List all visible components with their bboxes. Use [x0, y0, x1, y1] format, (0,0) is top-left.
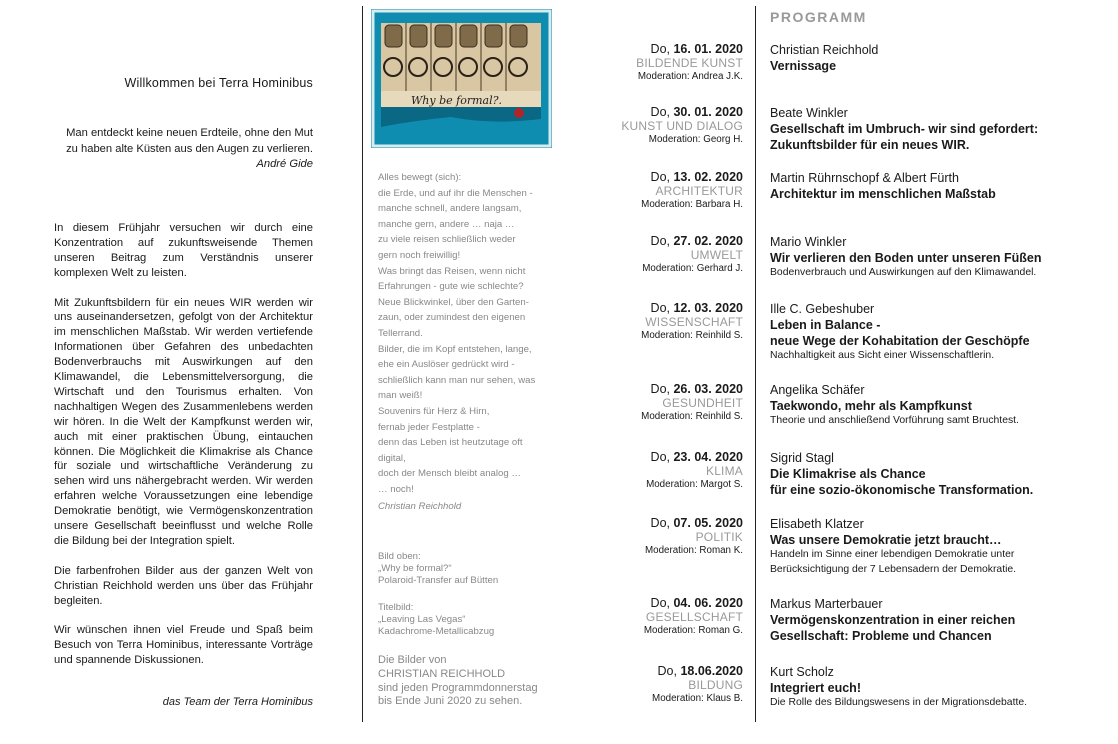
caption-line: „Why be formal?“ — [378, 563, 452, 575]
event-speaker: Markus Marterbauer — [770, 597, 883, 611]
event-speaker: Kurt Scholz — [770, 665, 834, 679]
event-description: Theorie und anschließend Vorführung samt Bruchtest. — [770, 415, 1019, 426]
event-details — [770, 516, 1090, 577]
event-category: BILDUNG — [688, 678, 743, 692]
event-details — [770, 664, 1090, 711]
event-details — [770, 382, 1090, 429]
event-category: GESUNDHEIT — [662, 396, 743, 410]
event-title: Architektur im menschlichen Maßstab — [770, 187, 996, 201]
event-title: Wir verlieren den Boden unter unseren Füßen — [770, 251, 1042, 265]
event-date-line — [560, 450, 743, 465]
poem-line: Alles bewegt (sich): — [378, 172, 462, 183]
event-description: Bodenverbrauch und Auswirkungen auf den Klimawandel. — [770, 267, 1037, 278]
event-details — [770, 450, 1090, 498]
poem-line: schließlich kann man nur sehen, was — [378, 374, 536, 386]
event-moderation: Moderation: Reinhild S. — [641, 411, 743, 422]
event-weekday: Do, — [650, 105, 670, 119]
event-weekday: Do, — [650, 234, 670, 248]
event-date-line — [560, 301, 743, 316]
event-speaker: Beate Winkler — [770, 106, 848, 120]
event-date: 27. 02. 2020 — [673, 234, 743, 248]
event-category: POLITIK — [695, 530, 743, 544]
event-weekday: Do, — [650, 301, 670, 315]
artwork-inscription: Why be formal?. — [411, 94, 503, 107]
caption-line: Kadachrome-Metallicabzug — [378, 626, 495, 638]
event-meta — [560, 105, 743, 147]
intro-paragraph: Mit Zukunftsbildern für ein neues WIR werden wir uns auseinandersetzen, gefolgt von der Architektur im menschlichen Maßstab. Wir werden vertiefende Informationen über Gefahren des unbedachten Bodenverbrauchs mit Auswirkungen auf den Klimawandel, die Lebensmittelversorgung, die Wirtschaft und den Tourismus erhalten. Von nachhaltigen Wegen des Zusammenlebens werden wir hören. In die Welt der Kampfkunst werden wir, auch mit einer praktischen Übung, eintauchen können. Die Möglichkeit die Klimakrise als Chance für soziale und wirtschaftliche Veränderung zu sehen wird uns nähergebracht werden. Wir werden erfahren welche Voraussetzungen eine lebendige Demokratie benötigt, wie Vermögenskonzentration unsere Gesellschaft beeinflusst und welche Rolle die Bildung bei der Integration spielt. — [54, 296, 313, 548]
poem-author: Christian Reichhold — [378, 501, 462, 513]
event-date-line — [560, 664, 743, 679]
event-date-line — [560, 596, 743, 611]
caption-line: „Leaving Las Vegas“ — [378, 614, 466, 626]
event-date: 26. 03. 2020 — [673, 382, 743, 396]
event-title: Vernissage — [770, 59, 837, 73]
event-date-line — [560, 234, 743, 249]
intro-paragraph: Die farbenfrohen Bilder aus der ganzen Welt von Christian Reichhold werden uns über das Frühjahr begleiten. — [54, 564, 313, 607]
event-moderation: Moderation: Reinhild S. — [641, 330, 743, 341]
poem-line: doch der Mensch bleibt analog … — [378, 468, 521, 480]
event-description: Handeln im Sinne einer lebendigen Demokratie unter — [770, 549, 1015, 560]
event-moderation: Moderation: Barbara H. — [641, 199, 743, 210]
poem-line: fernab jeder Festplatte - — [378, 421, 480, 433]
event-meta — [560, 450, 743, 492]
event-weekday: Do, — [650, 450, 670, 464]
event-weekday: Do, — [650, 42, 670, 56]
poem — [378, 170, 558, 515]
promo-line: bis Ende Juni 2020 zu sehen. — [378, 695, 523, 708]
poem-line: Erfahrungen - gute wie schlechte? — [378, 281, 524, 293]
poem-line: die Erde, und auf ihr die Menschen - — [378, 187, 533, 199]
event-details — [770, 301, 1090, 364]
caption-cover — [378, 602, 558, 639]
quote-line: zu haben alte Küsten aus den Augen zu verlieren. — [66, 142, 313, 155]
event-date: 18.06.2020 — [680, 664, 743, 678]
event-title: Zukunftsbilder für ein neues WIR. — [770, 138, 970, 152]
event-category: ARCHITEKTUR — [655, 184, 743, 198]
event-title: Taekwondo, mehr als Kampfkunst — [770, 399, 972, 413]
poem-line: gern noch freiwillig! — [378, 249, 461, 261]
quote-author: André Gide — [256, 158, 313, 170]
caption-photo — [378, 551, 558, 588]
event-moderation: Moderation: Gerhard J. — [642, 263, 743, 274]
event-moderation: Moderation: Margot S. — [646, 479, 743, 490]
event-details — [770, 105, 1090, 153]
event-speaker: Angelika Schäfer — [770, 383, 865, 397]
event-moderation: Moderation: Georg H. — [648, 134, 743, 145]
event-meta — [560, 170, 743, 212]
event-weekday: Do, — [657, 664, 677, 678]
event-description: Nachhaltigkeit aus Sicht einer Wissenschaftlerin. — [770, 350, 995, 361]
event-category: UMWELT — [690, 248, 743, 262]
event-speaker: Ille C. Gebeshuber — [770, 302, 875, 316]
event-category: BILDENDE KUNST — [636, 56, 743, 70]
event-category: GESELLSCHAFT — [645, 610, 743, 624]
event-meta — [560, 664, 743, 706]
welcome-heading: Willkommen bei Terra Hominibus — [124, 76, 313, 90]
event-meta — [560, 596, 743, 638]
poem-line: Souvenirs für Herz & Hirn, — [378, 405, 490, 417]
quote — [54, 126, 313, 173]
poem-line: zu viele reisen schließlich weder — [378, 234, 516, 246]
event-meta — [560, 301, 743, 343]
exhibition-note — [378, 654, 558, 709]
poem-line: man weiß! — [378, 390, 423, 402]
event-meta — [560, 382, 743, 424]
event-details — [770, 42, 1090, 74]
event-date-line — [560, 42, 743, 57]
poem-line: manche gern, andere … naja … — [378, 218, 515, 230]
poem-line: Neue Blickwinkel, über den Garten- — [378, 296, 529, 308]
event-date-line — [560, 170, 743, 185]
event-weekday: Do, — [650, 170, 670, 184]
caption-line: Bild oben: — [378, 551, 421, 562]
event-title: Die Klimakrise als Chance — [770, 467, 926, 481]
event-title: Gesellschaft: Probleme und Chancen — [770, 629, 992, 643]
poem-line: … noch! — [378, 483, 414, 495]
promo-line: Die Bilder von — [378, 654, 447, 666]
event-meta — [560, 516, 743, 558]
column-divider — [755, 6, 756, 722]
event-date: 04. 06. 2020 — [673, 596, 743, 610]
event-title: Leben in Balance - — [770, 318, 881, 332]
poem-line: denn das Leben ist heutzutage oft — [378, 437, 523, 449]
caption-line: Titelbild: — [378, 602, 414, 613]
event-date: 07. 05. 2020 — [673, 516, 743, 530]
promo-line: sind jeden Programmdonnerstag — [378, 681, 538, 694]
event-moderation: Moderation: Roman G. — [643, 625, 743, 636]
event-date: 16. 01. 2020 — [673, 42, 743, 56]
event-description: Die Rolle des Bildungswesens in der Migrationsdebatte. — [770, 697, 1028, 708]
event-speaker: Sigrid Stagl — [770, 451, 834, 465]
event-title: neue Wege der Kohabitation der Geschöpfe — [770, 334, 1030, 348]
promo-line: CHRISTIAN REICHHOLD — [378, 667, 506, 680]
intro-paragraph: Wir wünschen ihnen viel Freude und Spaß beim Besuch von Terra Hominibus, interessante Vorträge und spannende Diskussionen. — [54, 624, 313, 667]
event-speaker: Elisabeth Klatzer — [770, 517, 864, 531]
event-moderation: Moderation: Klaus B. — [652, 693, 743, 704]
event-meta — [560, 234, 743, 276]
event-date: 30. 01. 2020 — [673, 105, 743, 119]
intro-paragraph: In diesem Frühjahr versuchen wir durch eine Konzentration auf zukunftsweisende Themen unseren Beitrag zum Verständnis unserer komplexen Welt zu leisten. — [54, 222, 313, 279]
poem-line: ehe ein Auslöser gedrückt wird - — [378, 359, 515, 371]
event-meta — [560, 42, 743, 84]
event-weekday: Do, — [650, 382, 670, 396]
event-speaker: Christian Reichhold — [770, 43, 879, 57]
poem-line: zaun, oder zumindest den eigenen — [378, 312, 526, 324]
program-heading: PROGRAMM — [770, 9, 867, 25]
caption-line: Polaroid-Transfer auf Bütten — [378, 575, 499, 587]
artwork-illustration — [371, 9, 552, 148]
event-date-line — [560, 516, 743, 531]
event-moderation: Moderation: Roman K. — [644, 545, 743, 556]
poem-line: Bilder, die im Kopf entstehen, lange, — [378, 343, 532, 355]
event-details — [770, 234, 1090, 281]
event-speaker: Mario Winkler — [770, 235, 847, 249]
poem-line: Tellerrand. — [378, 327, 423, 339]
event-details — [770, 596, 1090, 644]
event-category: KLIMA — [705, 464, 743, 478]
event-title: Was unsere Demokratie jetzt braucht… — [770, 533, 1002, 547]
event-date: 12. 03. 2020 — [673, 301, 743, 315]
quote-line: Man entdeckt keine neuen Erdteile, ohne den Mut — [66, 127, 313, 139]
event-weekday: Do, — [650, 516, 670, 530]
event-title: Integriert euch! — [770, 681, 861, 695]
event-date-line — [560, 105, 743, 120]
poem-line: Was bringt das Reisen, wenn nicht — [378, 265, 526, 277]
artwork-photo — [371, 9, 552, 148]
intro-text — [54, 221, 313, 683]
event-title: Gesellschaft im Umbruch- wir sind gefordert: — [770, 122, 1039, 136]
event-date: 23. 04. 2020 — [673, 450, 743, 464]
event-date: 13. 02. 2020 — [673, 170, 743, 184]
event-weekday: Do, — [650, 596, 670, 610]
signoff: das Team der Terra Hominibus — [162, 696, 313, 708]
event-speaker: Martin Rührnschopf & Albert Fürth — [770, 171, 959, 185]
event-category: KUNST UND DIALOG — [621, 119, 743, 133]
event-description: Berücksichtigung der 7 Lebensadern der Demokratie. — [770, 563, 1017, 575]
event-details — [770, 170, 1090, 202]
event-category: WISSENSCHAFT — [645, 315, 743, 329]
poem-line: manche schnell, andere langsam, — [378, 203, 522, 215]
column-divider — [362, 6, 363, 722]
event-title: Vermögenskonzentration in einer reichen — [770, 613, 1016, 627]
event-title: für eine sozio-ökonomische Transformation. — [770, 483, 1034, 497]
poem-line: digital, — [378, 452, 406, 464]
event-moderation: Moderation: Andrea J.K. — [637, 71, 743, 82]
event-date-line — [560, 382, 743, 397]
